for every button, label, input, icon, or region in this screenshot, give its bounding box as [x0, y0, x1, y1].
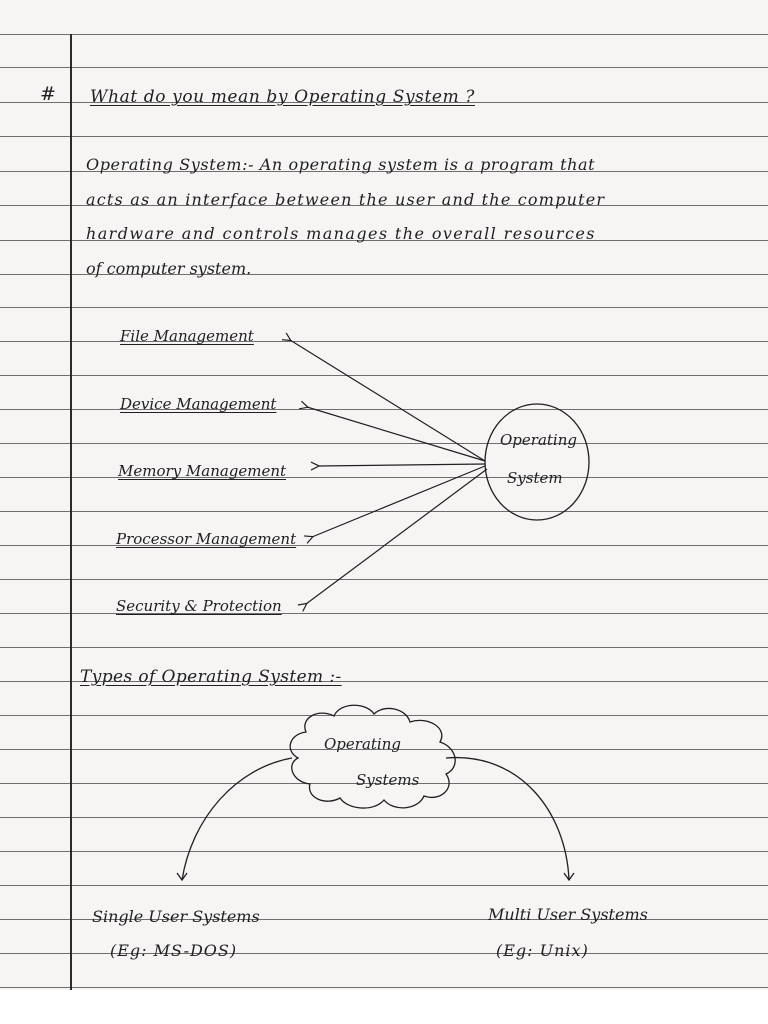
arrow-file-management	[290, 340, 485, 461]
os-circle	[485, 404, 589, 520]
bullet-marker: #	[40, 83, 56, 105]
definition-line-4: of computer system.	[86, 259, 252, 278]
page-bottom-edge	[0, 990, 768, 1024]
cloud-label-line-1: Operating	[324, 735, 401, 753]
definition-line-3: hardware and controls manages the overall resources	[86, 224, 596, 243]
arrow-memory-management	[318, 464, 485, 466]
os-circle-label-line-2: System	[507, 469, 563, 487]
function-memory-management: Memory Management	[118, 462, 287, 480]
single-user-example: (Eg: MS-DOS)	[110, 941, 238, 960]
types-heading: Types of Operating System :-	[80, 667, 342, 687]
definition-line-1: Operating System:- An operating system is a program that	[86, 155, 596, 174]
single-user-systems: Single User Systems	[92, 907, 260, 926]
function-file-management: File Management	[120, 327, 254, 345]
definition-line-2: acts as an interface between the user and the computer	[86, 190, 606, 209]
function-device-management: Device Management	[120, 395, 277, 413]
cloud-label-line-2: Systems	[356, 771, 420, 789]
multi-user-systems: Multi User Systems	[488, 905, 648, 924]
os-circle-label-line-1: Operating	[500, 431, 577, 449]
function-processor-management: Processor Management	[116, 530, 297, 548]
arrow-device-management	[307, 407, 485, 461]
question-heading: What do you mean by Operating System ?	[90, 87, 476, 107]
function-security-protection: Security & Protection	[116, 597, 282, 615]
arrow-processor-management	[312, 466, 485, 537]
arrow-security-protection	[306, 469, 487, 604]
arrow-multi-user	[446, 758, 569, 880]
arrow-single-user	[182, 758, 292, 880]
multi-user-example: (Eg: Unix)	[496, 941, 589, 960]
os-cloud	[290, 705, 455, 808]
